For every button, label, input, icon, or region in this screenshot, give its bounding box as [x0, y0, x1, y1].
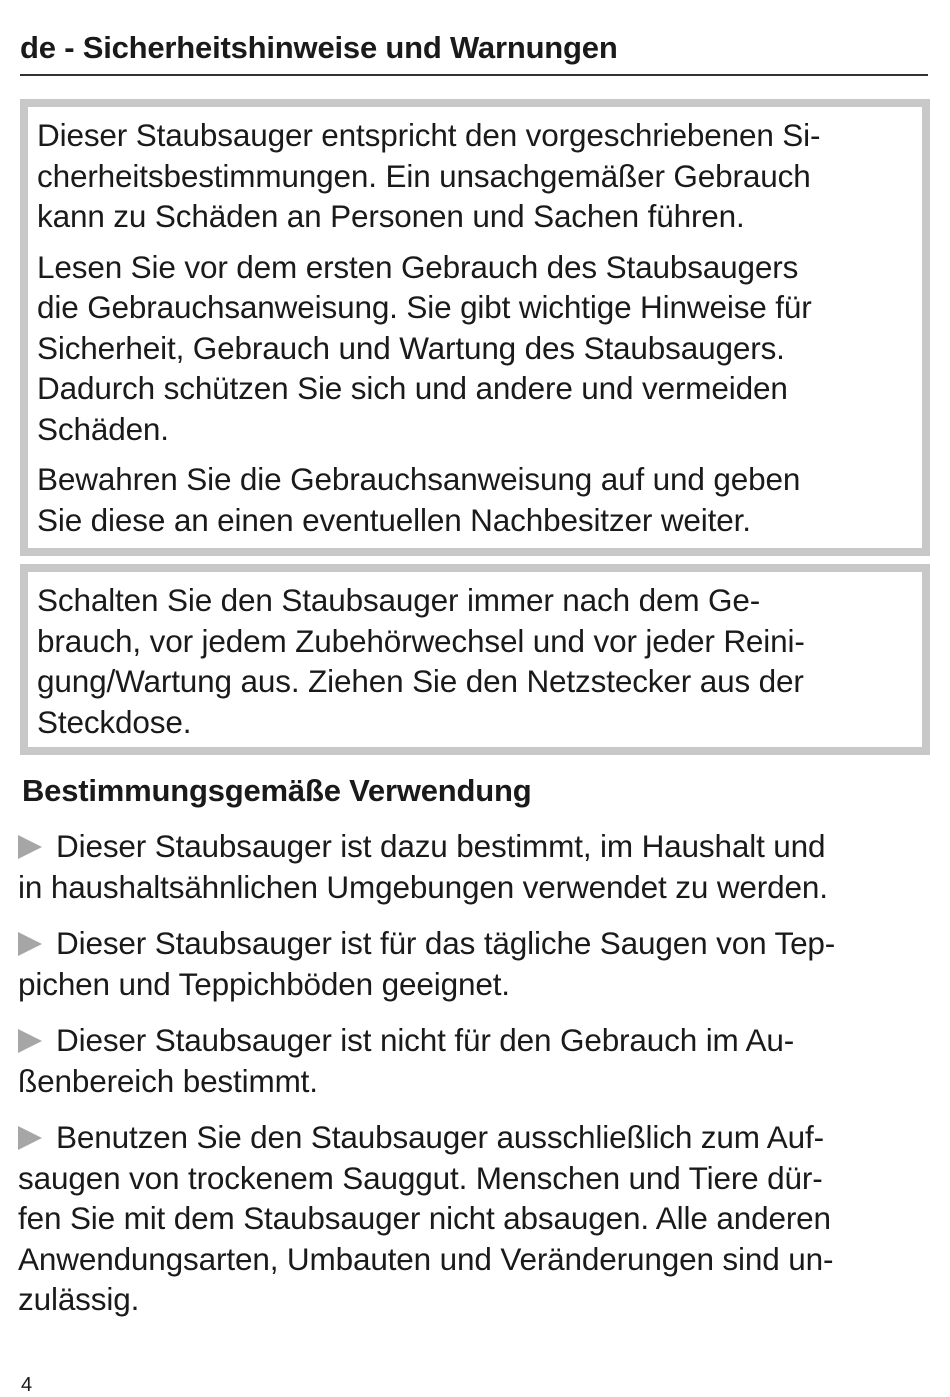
- intro-paragraph-2: [37, 247, 912, 450]
- text-line: saugen von trockenem Sauggut. Menschen und Tiere dür-: [18, 1159, 823, 1196]
- intended-use-list: [18, 826, 930, 1336]
- text-line: fen Sie mit dem Staubsauger nicht absaugen. Alle anderen: [18, 1200, 831, 1236]
- list-item: [18, 1020, 930, 1101]
- text-line: Anwendungsarten, Umbauten und Veränderungen sind un-: [18, 1240, 834, 1277]
- section-title: Bestimmungsgemäße Verwendung: [22, 773, 532, 808]
- text-line: Benutzen Sie den Staubsauger ausschließlich zum Auf-: [56, 1119, 824, 1155]
- arrow-right-icon: [18, 932, 42, 956]
- list-item-text: [18, 826, 930, 907]
- switch-off-paragraph: [37, 580, 912, 742]
- text-line: die Gebrauchsanweisung. Sie gibt wichtige Hinweise für: [37, 289, 812, 325]
- text-line: Dieser Staubsauger ist für das tägliche Saugen von Tep-: [56, 925, 836, 961]
- text-line: Dieser Staubsauger entspricht den vorgeschriebenen Si-: [37, 117, 821, 153]
- text-line: zulässig.: [18, 1281, 140, 1317]
- text-line: Sie diese an einen eventuellen Nachbesitzer weiter.: [37, 501, 751, 538]
- arrow-right-icon: [18, 1126, 42, 1150]
- text-line: gung/Wartung aus. Ziehen Sie den Netzstecker aus der: [37, 663, 804, 699]
- list-item: [18, 826, 930, 907]
- list-item-text: [18, 923, 930, 1004]
- page-header: [20, 28, 928, 76]
- text-line: brauch, vor jedem Zubehörwechsel und vor jeder Reini-: [37, 622, 805, 659]
- text-line: Schäden.: [37, 410, 169, 447]
- text-line: Dieser Staubsauger ist nicht für den Gebrauch im Au-: [56, 1022, 795, 1058]
- list-item-text: [18, 1117, 930, 1320]
- arrow-right-icon: [18, 1029, 42, 1053]
- text-line: Bewahren Sie die Gebrauchsanweisung auf und geben: [37, 461, 801, 497]
- text-line: kann zu Schäden an Personen und Sachen führen.: [37, 198, 745, 234]
- switch-off-warning-box: [20, 564, 930, 755]
- intro-paragraph-1: [37, 115, 912, 237]
- page-number: 4: [21, 1374, 33, 1396]
- list-item: [18, 1117, 930, 1320]
- text-line: Sicherheit, Gebrauch und Wartung des Staubsaugers.: [37, 329, 785, 366]
- text-line: Dadurch schützen Sie sich und andere und vermeiden: [37, 370, 788, 406]
- text-line: Schalten Sie den Staubsauger immer nach dem Ge-: [37, 582, 761, 618]
- safety-intro-box: [20, 99, 930, 556]
- page-title: de - Sicherheitshinweise und Warnungen: [20, 30, 618, 65]
- text-line: Lesen Sie vor dem ersten Gebrauch des Staubsaugers: [37, 248, 799, 285]
- text-line: in haushaltsähnlichen Umgebungen verwendet zu werden.: [18, 868, 828, 905]
- arrow-right-icon: [18, 835, 42, 859]
- text-line: cherheitsbestimmungen. Ein unsachgemäßer Gebrauch: [37, 157, 811, 194]
- intro-paragraph-3: [37, 459, 912, 540]
- text-line: Steckdose.: [37, 703, 192, 740]
- text-line: ßenbereich bestimmt.: [18, 1062, 318, 1099]
- text-line: Dieser Staubsauger ist dazu bestimmt, im Haushalt und: [56, 828, 826, 864]
- text-line: pichen und Teppichböden geeignet.: [18, 965, 510, 1002]
- list-item-text: [18, 1020, 930, 1101]
- list-item: [18, 923, 930, 1004]
